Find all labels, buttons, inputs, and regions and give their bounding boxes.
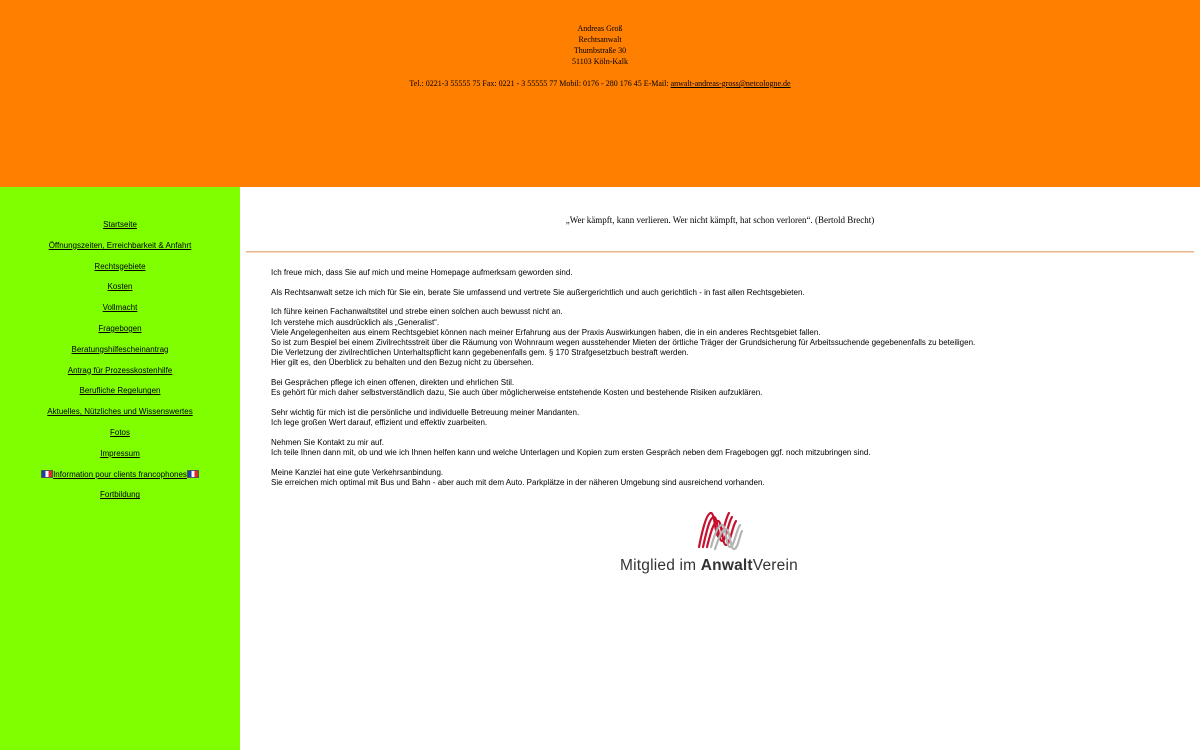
nav-item-rechtsgebiete [0,261,240,282]
lawyer-name: Andreas Groß [577,24,623,33]
main-content [240,187,1200,750]
page-header [0,0,1200,187]
nav-link-fotos[interactable]: Fotos [109,427,130,437]
nav-link-vollmacht[interactable]: Vollmacht [102,303,138,313]
paragraph-care [271,408,1171,428]
text-line: Hier gilt es, den Überblick zu behalten und den Bezug nicht zu übersehen. [271,358,534,368]
paragraph-transport [271,468,1171,488]
contact-line [0,78,1200,89]
paragraph-services [271,288,1171,298]
french-flag-icon [41,470,53,478]
address-street: Thumbstraße 30 [573,46,627,55]
logo-text-bold: Anwalt [700,557,753,574]
nav-link-prozesskostenhilfe[interactable]: Antrag für Prozesskostenhilfe [67,365,173,375]
nav-item-startseite [0,219,240,240]
paragraph-welcome [271,268,1171,278]
nav-item-berufliche-regelungen [0,385,240,406]
nav-item-beratungshilfe [0,344,240,365]
nav-item-impressum [0,448,240,469]
nav-item-fragebogen [0,323,240,344]
text-line: Viele Angelegenheiten aus einem Rechtsgebiet können nach meiner Erfahrung aus der Praxis Auswirkungen haben, die in ein anderes Rechtsgebiet fallen. [271,327,821,337]
text-line: Es gehört für mich daher selbstverständlich dazu, Sie auch über möglicherweise entstehende Kosten und bestehende Risiken aufzuklären. [271,388,763,398]
nav-item-aktuelles [0,406,240,427]
content-divider [246,251,1194,253]
nav-link-startseite[interactable]: Startseite [103,220,137,229]
anwaltverein-text [620,557,830,575]
text-line: Die Verletzung der zivilrechtlichen Unterhaltspflicht kann gegebenenfalls gem. § 170 Strafgesetzbuch bestraft werden. [271,348,689,358]
logo-text-suffix: Verein [752,557,798,574]
lawyer-profession: Rechtsanwalt [578,35,622,44]
paragraph-style [271,378,1171,398]
nav-link-rechtsgebiete[interactable]: Rechtsgebiete [94,261,146,271]
nav-link-fragebogen[interactable]: Fragebogen [98,323,142,333]
nav-link-aktuelles[interactable]: Aktuelles, Nützliches und Wissenswertes [47,407,193,417]
text-line: Nehmen Sie Kontakt zu mir auf. [271,437,384,447]
intro-text [271,268,1171,498]
text-line: Meine Kanzlei hat eine gute Verkehrsanbindung. [271,467,444,477]
text-line: Ich verstehe mich ausdrücklich als „Generalist“. [271,317,440,327]
text-line: Ich lege großen Wert darauf, effizient und effektiv zuarbeiten. [271,418,488,428]
text-line: Ich führe keinen Fachanwaltstitel und strebe einen solchen auch bewusst nicht an. [271,307,563,317]
text-line: So ist zum Bespiel bei einem Zivilrechtsstreit über die Räumung von Wohnraum wegen ausstehender Mieten der örtliche Träger der Grundsicherung für Arbeitssuchende gegebenenfalls zu beteiligen. [271,338,976,348]
paragraph-generalist [271,307,1171,368]
nav-item-francophones [0,469,240,490]
address-city: 51103 Köln-Kalk [572,57,628,66]
anwaltverein-mark-icon [695,507,743,551]
nav-item-vollmacht [0,302,240,323]
sidebar [0,187,240,750]
nav-item-fotos [0,427,240,448]
nav-link-kosten[interactable]: Kosten [107,282,133,292]
main-navigation [0,187,240,510]
nav-link-fortbildung[interactable]: Fortbildung [99,490,141,500]
french-flag-icon [187,470,199,478]
contact-numbers: Tel.: 0221-3 55555 75 Fax: 0221 - 3 55555 77 Mobil: 0176 - 280 176 45 E-Mail: [409,79,671,88]
text-line: Ich freue mich, dass Sie auf mich und meine Homepage aufmerksam geworden sind. [271,268,573,277]
nav-item-fortbildung [0,489,240,510]
nav-item-kosten [0,281,240,302]
text-line: Sehr wichtig für mich ist die persönliche und individuelle Betreuung meiner Mandanten. [271,408,580,418]
nav-item-prozesskostenhilfe [0,365,240,386]
paragraph-contact [271,438,1171,458]
anwaltverein-logo [618,507,828,579]
text-line: Als Rechtsanwalt setze ich mich für Sie ein, berate Sie umfassend und vertrete Sie außergerichtlich und auch gerichtlich - in fast allen Rechtsgebieten. [271,287,805,297]
email-link[interactable]: anwalt-andreas-gross@netcologne.de [670,79,791,88]
nav-link-beratungshilfe[interactable]: Beratungshilfescheinantrag [71,344,169,354]
nav-link-impressum[interactable]: Impressum [100,448,140,458]
text-line: Bei Gesprächen pflege ich einen offenen, direkten und ehrlichen Stil. [271,378,515,388]
nav-link-berufliche-regelungen[interactable]: Berufliche Regelungen [79,386,161,396]
logo-text-prefix: Mitglied im [620,557,701,574]
nav-link-oeffnungszeiten[interactable]: Öffnungszeiten, Erreichbarkeit & Anfahrt [48,240,192,250]
text-line: Ich teile Ihnen dann mit, ob und wie ich Ihnen helfen kann und welche Unterlagen und Kopien zum ersten Gespräch neben dem Fragebogen ggf. noch mitzubringen sind. [271,448,871,458]
nav-item-oeffnungszeiten [0,240,240,261]
brecht-quote: „Wer kämpft, kann verlieren. Wer nicht kämpft, hat schon verloren“. (Bertold Brecht) [565,215,875,225]
text-line: Sie erreichen mich optimal mit Bus und Bahn - aber auch mit dem Auto. Parkplätze in der näheren Umgebung sind ausreichend vorhanden. [271,478,765,488]
nav-link-francophones[interactable]: Information pour clients francophones [53,469,187,479]
